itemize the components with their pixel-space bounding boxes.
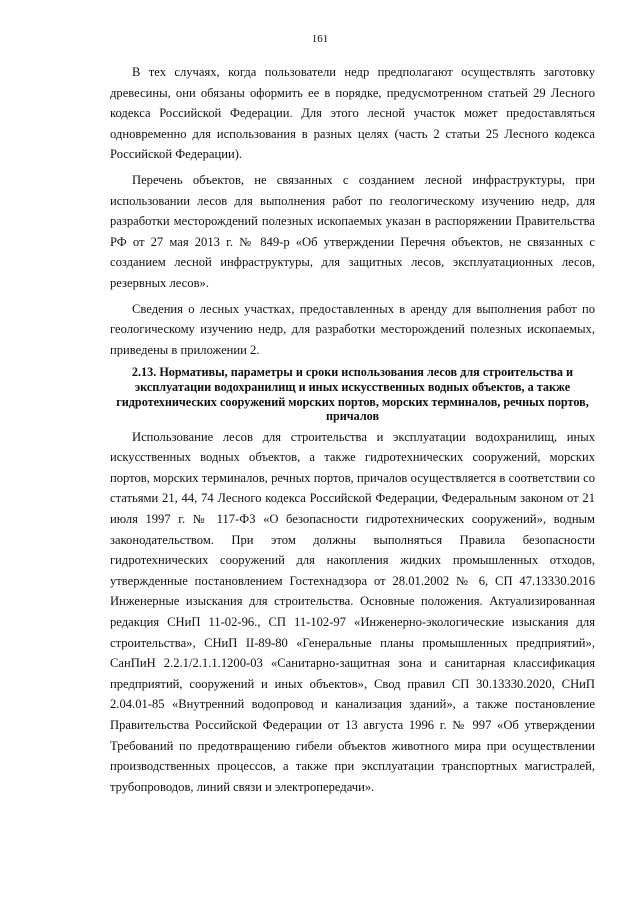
paragraph-lease-info: Сведения о лесных участках, предоставленных в аренду для выполнения работ по геологическому изучению недр, для разработки месторождений полезных ископаемых, приведены в приложении 2. <box>110 301 595 357</box>
paragraph-timber-harvesting: В тех случаях, когда пользователи недр предполагают осуществлять заготовку древесины, они обязаны оформить ее в порядке, предусмотренном статьей 29 Лесного кодекса Российской Федерации. Для этого лесной участок может предоставляться одновременно для использования в разных целях (часть 2 статьи 25 Лесного кодекса Российской Федерации). <box>110 65 595 162</box>
page-number: 161 <box>311 33 329 45</box>
section-heading: 2.13. Нормативы, параметры и сроки использования лесов для строительства и эксплуатации водохранилищ и иных искусственных водных объектов, а также гидротехнических сооружений морских портов, морских терминалов, речных портов, причалов <box>116 365 589 424</box>
paragraph-object-list: Перечень объектов, не связанных с созданием лесной инфраструктуры, при использовании лесов для выполнения работ по геологическому изучению недр, для разработки месторождений полезных ископаемых указан в распоряжении Правительства РФ от 27 мая 2013 г. № 849-р «Об утверждении Перечня объектов, не связанных с созданием лесной инфраструктуры, для защитных лесов, эксплуатационных лесов, резервных лесов». <box>110 172 595 290</box>
page-content <box>110 62 595 802</box>
paragraph-reservoir-use: Использование лесов для строительства и эксплуатации водохранилищ, иных искусственных водных объектов, а также гидротехнических сооружений, морских портов, морских терминалов, речных портов, причалов осуществляется в соответствии со статьями 21, 44, 74 Лесного кодекса Российской Федерации, Федеральным законом от 21 июля 1997 г. № 117-ФЗ «О безопасности гидротехнических сооружений», водным законодательством. При этом должны выполняться Правила безопасности гидротехнических сооружений для накопления жидких промышленных отходов, утвержденные постановлением Гостехнадзора от 28.01.2002 № 6, СП 47.13330.2016 Инженерные изыскания для строительства. Основные положения. Актуализированная редакция СНиП 11-02-96., СП 11-102-97 «Инженерно-экологические изыскания для строительства», СНиП II-89-80 «Генеральные планы промышленных предприятий», СанПиН 2.2.1/2.1.1.1200-03 «Санитарно-защитная зона и санитарная классификация предприятий, сооружений и иных объектов», Свод правил СП 30.13330.2020, СНиП 2.04.01-85 «Внутренний водопровод и канализация зданий», а также постановление Правительства Российской Федерации от 13 августа 1996 г. № 997 «Об утверждении Требований по предотвращению гибели объектов животного мира при осуществлении производственных процессов, а также при эксплуатации транспортных магистралей, трубопроводов, линий связи и электропередачи». <box>110 429 595 794</box>
